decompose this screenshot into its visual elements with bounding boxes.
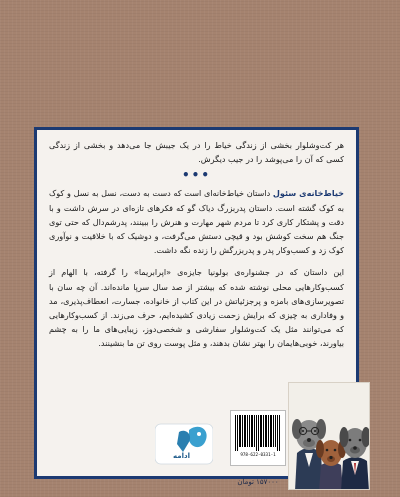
barcode: [230, 410, 286, 466]
book-title-inline: خیاط‌خانه‌ی سئول: [272, 188, 344, 199]
dogs-illustration: [288, 382, 370, 490]
intro-paragraph: هر کت‌وشلوار بخشی از زندگی خیاط را در یک جیبش جا می‌دهد و بخشی از زندگی کسی که آن را می‌پوشد را در جیب دیگرش.: [49, 140, 344, 165]
isbn-number: 978-622-0331-1: [240, 452, 276, 457]
summary-text: داستان خیاط‌خانه‌ای است که دست به دست، نسل به نسل و کوک به کوک گشته است. داستان پدربزرگ دیاک گو که فکرهای تازه‌ای در سرش داشت و با دقت و پشتکار کاری کرد تا مردم شهر مهارت و هنرش را ببینند، پدرشم‌دال که حتی توی جنگ هم سخت کوشش بود و قیچی دستش می‌گرفت، و دوشیک که با خلاقیت و نوآوری کوک زد و کسب‌وکار پدر و پدربزرگش را زنده نگه داشت.: [49, 188, 344, 256]
right-dog-icon: [340, 427, 371, 490]
price-label: ۱۵۷۰۰۰ تومان: [237, 478, 279, 486]
about-paragraph: این داستان که در جشنواره‌ی بولونیا جایزه‌ی «اپرابریما» را گرفته، با الهام از کسب‌وکارهایی محلی نوشته شده که بیشتر از صد سال سرپا مانده‌اند. آن چه سان با تصویرسازی‌های بامزه و پرجزئیاتش در این کتاب از خانواده، جسارت، انعطاف‌پذیری، مد و وفاداری به چیزی که برایش زحمت زیادی کشیده‌ایم، حرف می‌زند. از کسب‌وکارهایی که می‌توانند مثل یک کت‌وشلوار سفارشی و شخصی‌دوز، زیبایی‌های ما را به چشم بیاورند، خوبی‌هایمان را بهتر نشان بدهند، و مثل پوست روی تن ما بنشینند.: [49, 267, 344, 349]
publisher-logo-text: ادامه: [173, 452, 190, 460]
barcode-bars: [234, 415, 282, 451]
publisher-logo: [155, 418, 213, 472]
separator-dots: •••: [181, 168, 211, 183]
summary-paragraph: [49, 186, 344, 257]
